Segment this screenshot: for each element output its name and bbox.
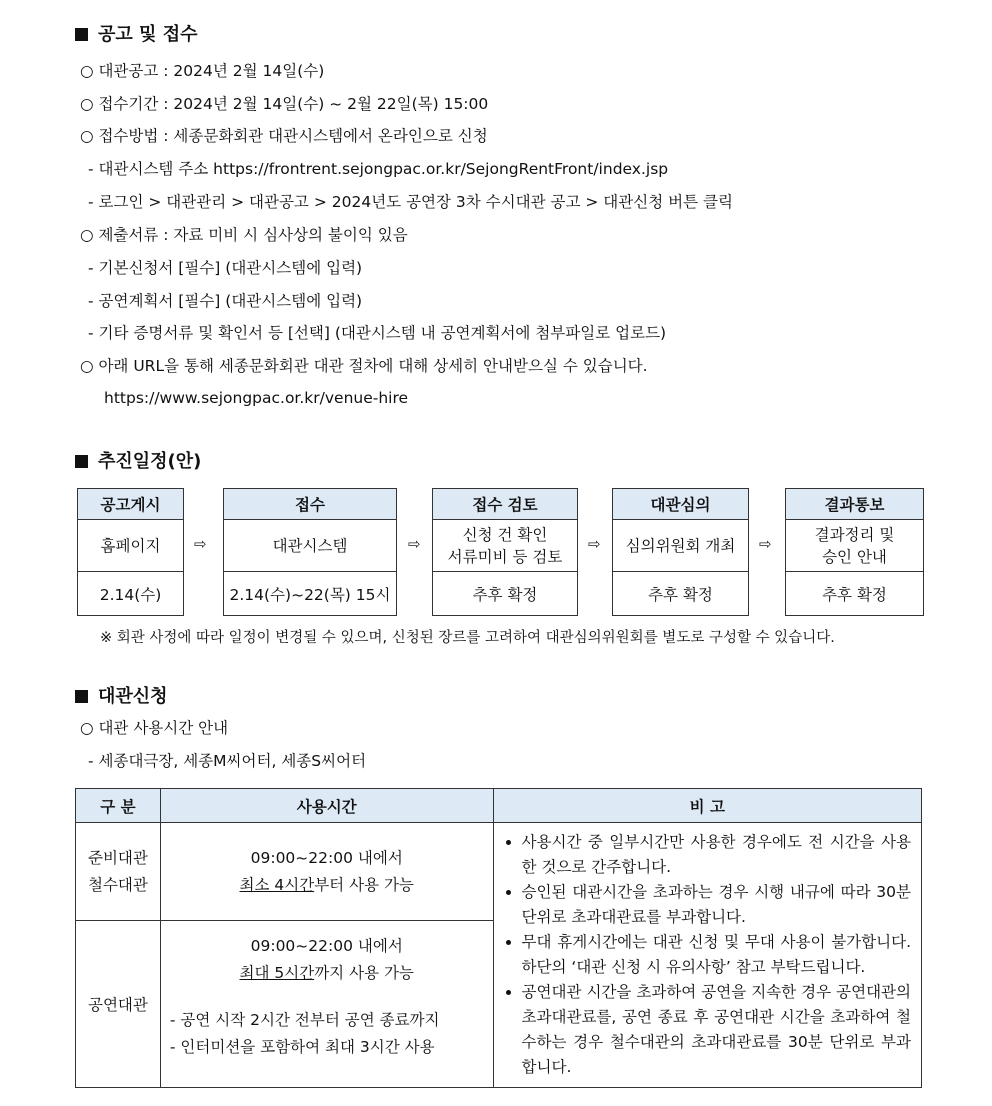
flow-box-mid-text: 서류미비 등 검토 — [447, 547, 563, 566]
flow-box-head: 접수 검토 — [433, 489, 577, 520]
flow-box-mid — [78, 520, 183, 572]
venue-hire-link[interactable]: https://www.sejongpac.or.kr/venue-hire — [104, 389, 409, 407]
flow-box-mid-text: 심의위원회 개최 — [625, 536, 736, 555]
flow-box-head: 공고게시 — [78, 489, 183, 520]
notice-date-line: ○ 대관공고 : 2024년 2월 14일(수) — [80, 62, 325, 80]
flow-box-date: 추후 확정 — [472, 586, 538, 604]
section-title: 추진일정(안) — [98, 451, 202, 472]
system-url-line: - 대관시스템 주소 https://frontrent.sejongpac.or.kr/SejongRentFront/index.jsp — [88, 160, 669, 178]
flow-box-mid-text: 홈페이지 — [100, 536, 161, 555]
usage-time-table — [75, 788, 922, 1088]
flow-box-result — [785, 488, 924, 616]
square-bullet-icon — [75, 690, 88, 703]
right-arrow-icon: ⇨ — [759, 535, 772, 553]
flow-box-date: 2.14(수) — [99, 586, 162, 604]
flow-box-mid — [786, 520, 923, 572]
remarks-cell — [493, 823, 921, 1088]
flow-box-deliberation — [612, 488, 749, 616]
section-heading-application — [75, 682, 168, 708]
documents-line: ○ 제출서류 : 자료 미비 시 심사상의 불이익 있음 — [80, 226, 408, 244]
category-text: 준비대관 — [87, 848, 148, 867]
usage-time-cell — [160, 921, 493, 1088]
category-cell — [76, 823, 161, 921]
flow-box-head: 대관심의 — [613, 489, 748, 520]
schedule-note: ※ 회관 사정에 따라 일정이 변경될 수 있으며, 신청된 장르를 고려하여 대관심의위원회를 별도로 구성할 수 있습니다. — [100, 630, 835, 646]
section-title: 공고 및 접수 — [98, 24, 198, 45]
table-header-remarks: 비 고 — [493, 789, 921, 823]
doc-basic-line: - 기본신청서 [필수] (대관시스템에 입력) — [88, 259, 363, 277]
usage-time-cell — [160, 823, 493, 921]
list-item: • 공연대관 시간을 초과하여 공연을 지속한 경우 공연대관의 초과대관료를, 공연 종료 후 공연대관 시간을 초과하여 철수하는 경우 철수대관의 초과대관료를 30분 단위로 부과합니다. — [522, 980, 911, 1080]
section-heading-schedule — [75, 447, 201, 473]
flow-box-date: 추후 확정 — [648, 586, 713, 604]
section-heading-notice — [75, 20, 197, 46]
usage-time-guide-line: ○ 대관 사용시간 안내 — [80, 719, 229, 737]
table-row — [76, 823, 922, 921]
usage-time-text: 09:00~22:00 내에서 — [250, 848, 403, 867]
table-header-category: 구 분 — [76, 789, 161, 823]
flow-box-head: 접수 — [224, 489, 396, 520]
usage-time-text: 09:00~22:00 내에서 — [250, 937, 403, 955]
usage-time-suffix: 까지 사용 가능 — [314, 964, 414, 982]
flow-box-mid-text: 결과정리 및 — [814, 525, 895, 544]
flow-box-date: 2.14(수)~22(목) 15시 — [229, 586, 391, 604]
flow-box-review — [432, 488, 578, 616]
doc-plan-line: - 공연계획서 [필수] (대관시스템에 입력) — [88, 292, 363, 310]
section-title: 대관신청 — [98, 686, 168, 707]
application-period-line: ○ 접수기간 : 2024년 2월 14일(수) ~ 2월 22일(목) 15:00 — [80, 95, 489, 113]
square-bullet-icon — [75, 455, 88, 468]
right-arrow-icon: ⇨ — [588, 535, 601, 553]
right-arrow-icon: ⇨ — [408, 535, 421, 553]
flow-box-head: 결과통보 — [786, 489, 923, 520]
flow-box-date: 추후 확정 — [822, 586, 887, 604]
category-cell: 공연대관 — [76, 921, 161, 1088]
usage-time-subnote: - 공연 시작 2시간 전부터 공연 종료까지 — [169, 1011, 440, 1029]
flow-box-mid-text: 신청 건 확인 — [462, 525, 548, 544]
flow-box-receipt — [223, 488, 397, 616]
venues-line: - 세종대극장, 세종M씨어터, 세종S씨어터 — [88, 752, 367, 770]
flow-box-notice — [77, 488, 184, 616]
right-arrow-icon: ⇨ — [194, 535, 207, 553]
usage-time-text — [162, 872, 492, 899]
list-item: • 사용시간 중 일부시간만 사용한 경우에도 전 시간을 사용한 것으로 간주합니다. — [522, 830, 911, 880]
flow-box-mid-text: 대관시스템 — [272, 536, 348, 555]
url-guide-line: ○ 아래 URL을 통해 세종문화회관 대관 절차에 대해 상세히 안내받으실 수 있습니다. — [80, 357, 648, 375]
flow-box-mid — [433, 520, 577, 572]
usage-time-text — [162, 960, 492, 987]
category-text: 철수대관 — [87, 875, 148, 894]
underlined-time: 최대 5시간 — [239, 964, 315, 982]
flow-box-mid-text: 승인 안내 — [822, 547, 887, 566]
square-bullet-icon — [75, 28, 88, 41]
flow-box-mid — [613, 520, 748, 572]
table-header-usage-time: 사용시간 — [160, 789, 493, 823]
flow-box-mid — [224, 520, 396, 572]
login-path-line: - 로그인 > 대관관리 > 대관공고 > 2024년도 공연장 3차 수시대관 공고 > 대관신청 버튼 클릭 — [88, 193, 733, 211]
list-item: • 무대 휴게시간에는 대관 신청 및 무대 사용이 불가합니다. 하단의 ‘대관 신청 시 유의사항’ 참고 부탁드립니다. — [522, 930, 911, 980]
remarks-list — [494, 830, 921, 1080]
usage-time-subnote: - 인터미션을 포함하여 최대 3시간 사용 — [169, 1038, 435, 1056]
application-method-line: ○ 접수방법 : 세종문화회관 대관시스템에서 온라인으로 신청 — [80, 127, 488, 145]
doc-other-line: - 기타 증명서류 및 확인서 등 [선택] (대관시스템 내 공연계획서에 첨부파일로 업로드) — [88, 324, 667, 342]
list-item: • 승인된 대관시간을 초과하는 경우 시행 내규에 따라 30분 단위로 초과대관료를 부과합니다. — [522, 880, 911, 930]
usage-time-suffix: 부터 사용 가능 — [314, 875, 414, 894]
underlined-time: 최소 4시간 — [239, 875, 315, 894]
